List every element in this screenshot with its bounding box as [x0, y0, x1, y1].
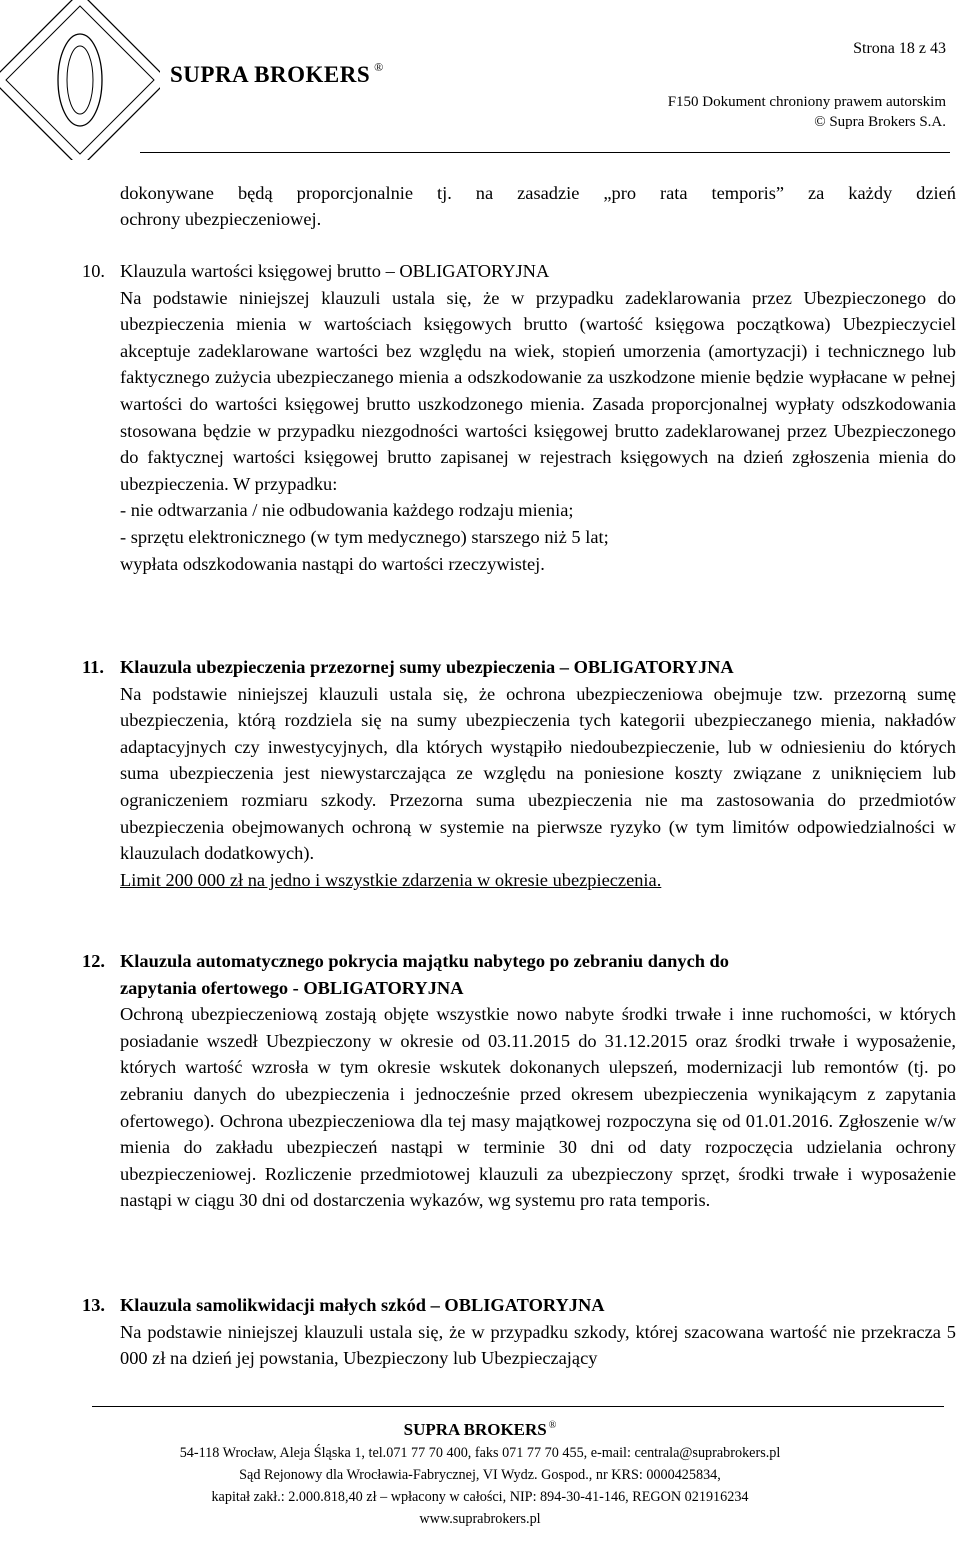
- clause-10-body: Na podstawie niniejszej klauzuli ustala się, że w przypadku zadeklarowania przez Ubezpieczonego do ubezpieczenia mienia w wartościach księgowych brutto (wartość księgowa początkowa) Ubezpieczyciel akceptuje zadeklarowane wartości bez względu na wiek, stopień umorzenia (amortyzacji) i technicznego lub faktycznego zużycia ubezpieczanego mienia a odszkodowanie za uszkodzone mienie będzie wypłacane w pełnej wartości do wartości księgowej brutto uszkodzonego mienia. Zasada proporcjonalnej wypłaty odszkodowania stosowana będzie w przypadku niezgodności wartości księgowej brutto zadeklarowanej przez Ubezpieczonego do faktycznej wartości księgowej brutto zapisanej w rejestrach księgowych na dzień zgłoszenia mienia do ubezpieczenia. W przypadku:: [120, 287, 956, 494]
- clause-12-number: 12.: [82, 951, 105, 971]
- footer-info: [0, 1442, 960, 1530]
- intro-line2: ochrony ubezpieczeniowej.: [120, 209, 322, 229]
- clause-11-body: Na podstawie niniejszej klauzuli ustala się, że ochrona ubezpieczeniowa obejmuje tzw. przezorną sumę ubezpieczenia, którą rozdziela się na sumy ubezpieczenia tych kategorii ubezpieczanego mienia, nakładów adaptacyjnych czy inwestycyjnych, dla których wystąpiło niedoubezpieczenie, lub w odniesieniu do których suma ubezpieczenia jest niewystarczająca ze względu na poniesione koszty związane z uniknięciem lub ograniczeniem rozmiaru szkody. Przezorna suma ubezpieczenia nie ma zastosowania do przedmiotów ubezpieczenia obejmowanych ochroną w systemie na pierwsze ryzyko (w tym limitów odpowiedzialności w klauzulach dodatkowych).: [120, 683, 956, 864]
- footer-brand: SUPRA BROKERS ®: [403, 1420, 557, 1439]
- footer-website[interactable]: www.suprabrokers.pl: [419, 1511, 541, 1527]
- clause-10-number: 10.: [82, 261, 105, 281]
- page-number: Strona 18 z 43: [853, 40, 946, 57]
- intro-line1: dokonywane będą proporcjonalnie tj. na zasadzie „pro rata temporis” za każdy dzień: [120, 183, 956, 203]
- diamond-logo-icon: [0, 0, 160, 160]
- clause-13: [120, 1292, 956, 1372]
- clause-12-title-line1: Klauzula automatycznego pokrycia majątku nabytego po zebraniu danych do: [120, 951, 729, 971]
- clause-13-number: 13.: [82, 1295, 105, 1315]
- company-logo: [0, 0, 160, 160]
- clause-11: [120, 654, 956, 893]
- clause-12: [120, 948, 956, 1214]
- header-brand: SUPRA BROKERS ®: [170, 60, 384, 87]
- clause-11-title: Klauzula ubezpieczenia przezornej sumy ubezpieczenia – OBLIGATORYJNA: [120, 657, 734, 677]
- footer-court: Sąd Rejonowy dla Wrocławia-Fabrycznej, VI Wydz. Gospod., nr KRS: 0000425834,: [239, 1467, 721, 1483]
- header-divider: [140, 152, 950, 153]
- footer-registered-mark: ®: [548, 1420, 557, 1432]
- clause-10-title: Klauzula wartości księgowej brutto – OBLIGATORYJNA: [120, 261, 550, 281]
- clause-13-body: Na podstawie niniejszej klauzuli ustala się, że w przypadku szkody, której szacowana wartość nie przekracza 5 000 zł na dzień jej powstania, Ubezpieczony lub Ubezpieczający: [120, 1321, 956, 1369]
- clause-10-item-2: - sprzętu elektronicznego (w tym medycznego) starszego niż 5 lat;: [120, 526, 609, 547]
- clause-11-number: 11.: [82, 657, 104, 677]
- document-notice: [668, 92, 946, 132]
- clause-10-item-1: - nie odtwarzania / nie odbudowania każdego rodzaju mienia;: [120, 500, 574, 521]
- clause-13-title: Klauzula samolikwidacji małych szkód – OBLIGATORYJNA: [120, 1295, 605, 1315]
- clause-11-limit: Limit 200 000 zł na jedno i wszystkie zdarzenia w okresie ubezpieczenia.: [120, 869, 662, 890]
- clause-12-body: Ochroną ubezpieczeniową zostają objęte wszystkie nowo nabyte środki trwałe i inne ruchomości, w których posiadanie wszedł Ubezpieczony w okresie od 03.11.2015 do 31.12.2015 oraz środki trwałe i wyposażenie, których wartość wzrosła w tym okresie wskutek dokonanych ulepszeń, modernizacji lub remontów (tj. po zebraniu danych do ubezpieczenia i jednocześnie przed okresem ubezpieczenia wynikającym z zapytania ofertowego). Ochrona ubezpieczeniowa dla tej masy majątkowej rozpoczyna się od 01.01.2016. Zgłoszenie w/w mienia do zakładu ubezpieczeń nastąpi w terminie 30 dni od daty rozpoczęcia udzielania ochrony ubezpieczeniowej. Rozliczenie przedmiotowej klauzuli za ubezpieczony sprzęt, środki trwałe i wyposażenie nastąpi w ciągu 30 dni od dostarczenia wykazów, wg systemu pro rata temporis.: [120, 1004, 956, 1211]
- registered-mark: ®: [374, 60, 384, 75]
- footer-divider: [92, 1406, 944, 1407]
- clause-10-closing: wypłata odszkodowania nastąpi do wartości rzeczywistej.: [120, 553, 545, 574]
- document-notice-line2: © Supra Brokers S.A.: [814, 114, 946, 130]
- footer-capital: kapitał zakł.: 2.000.818,40 zł – wpłacony w całości, NIP: 894-30-41-146, REGON 021916234: [211, 1489, 749, 1505]
- document-notice-line1: F150 Dokument chroniony prawem autorskim: [667, 94, 946, 110]
- clause-12-title-line2: zapytania ofertowego - OBLIGATORYJNA: [120, 977, 464, 998]
- clause-10: [120, 258, 956, 577]
- footer-address: 54-118 Wrocław, Aleja Śląska 1, tel.071 77 70 400, faks 071 77 70 455, e-mail: centrala@suprabrokers.pl: [179, 1445, 781, 1461]
